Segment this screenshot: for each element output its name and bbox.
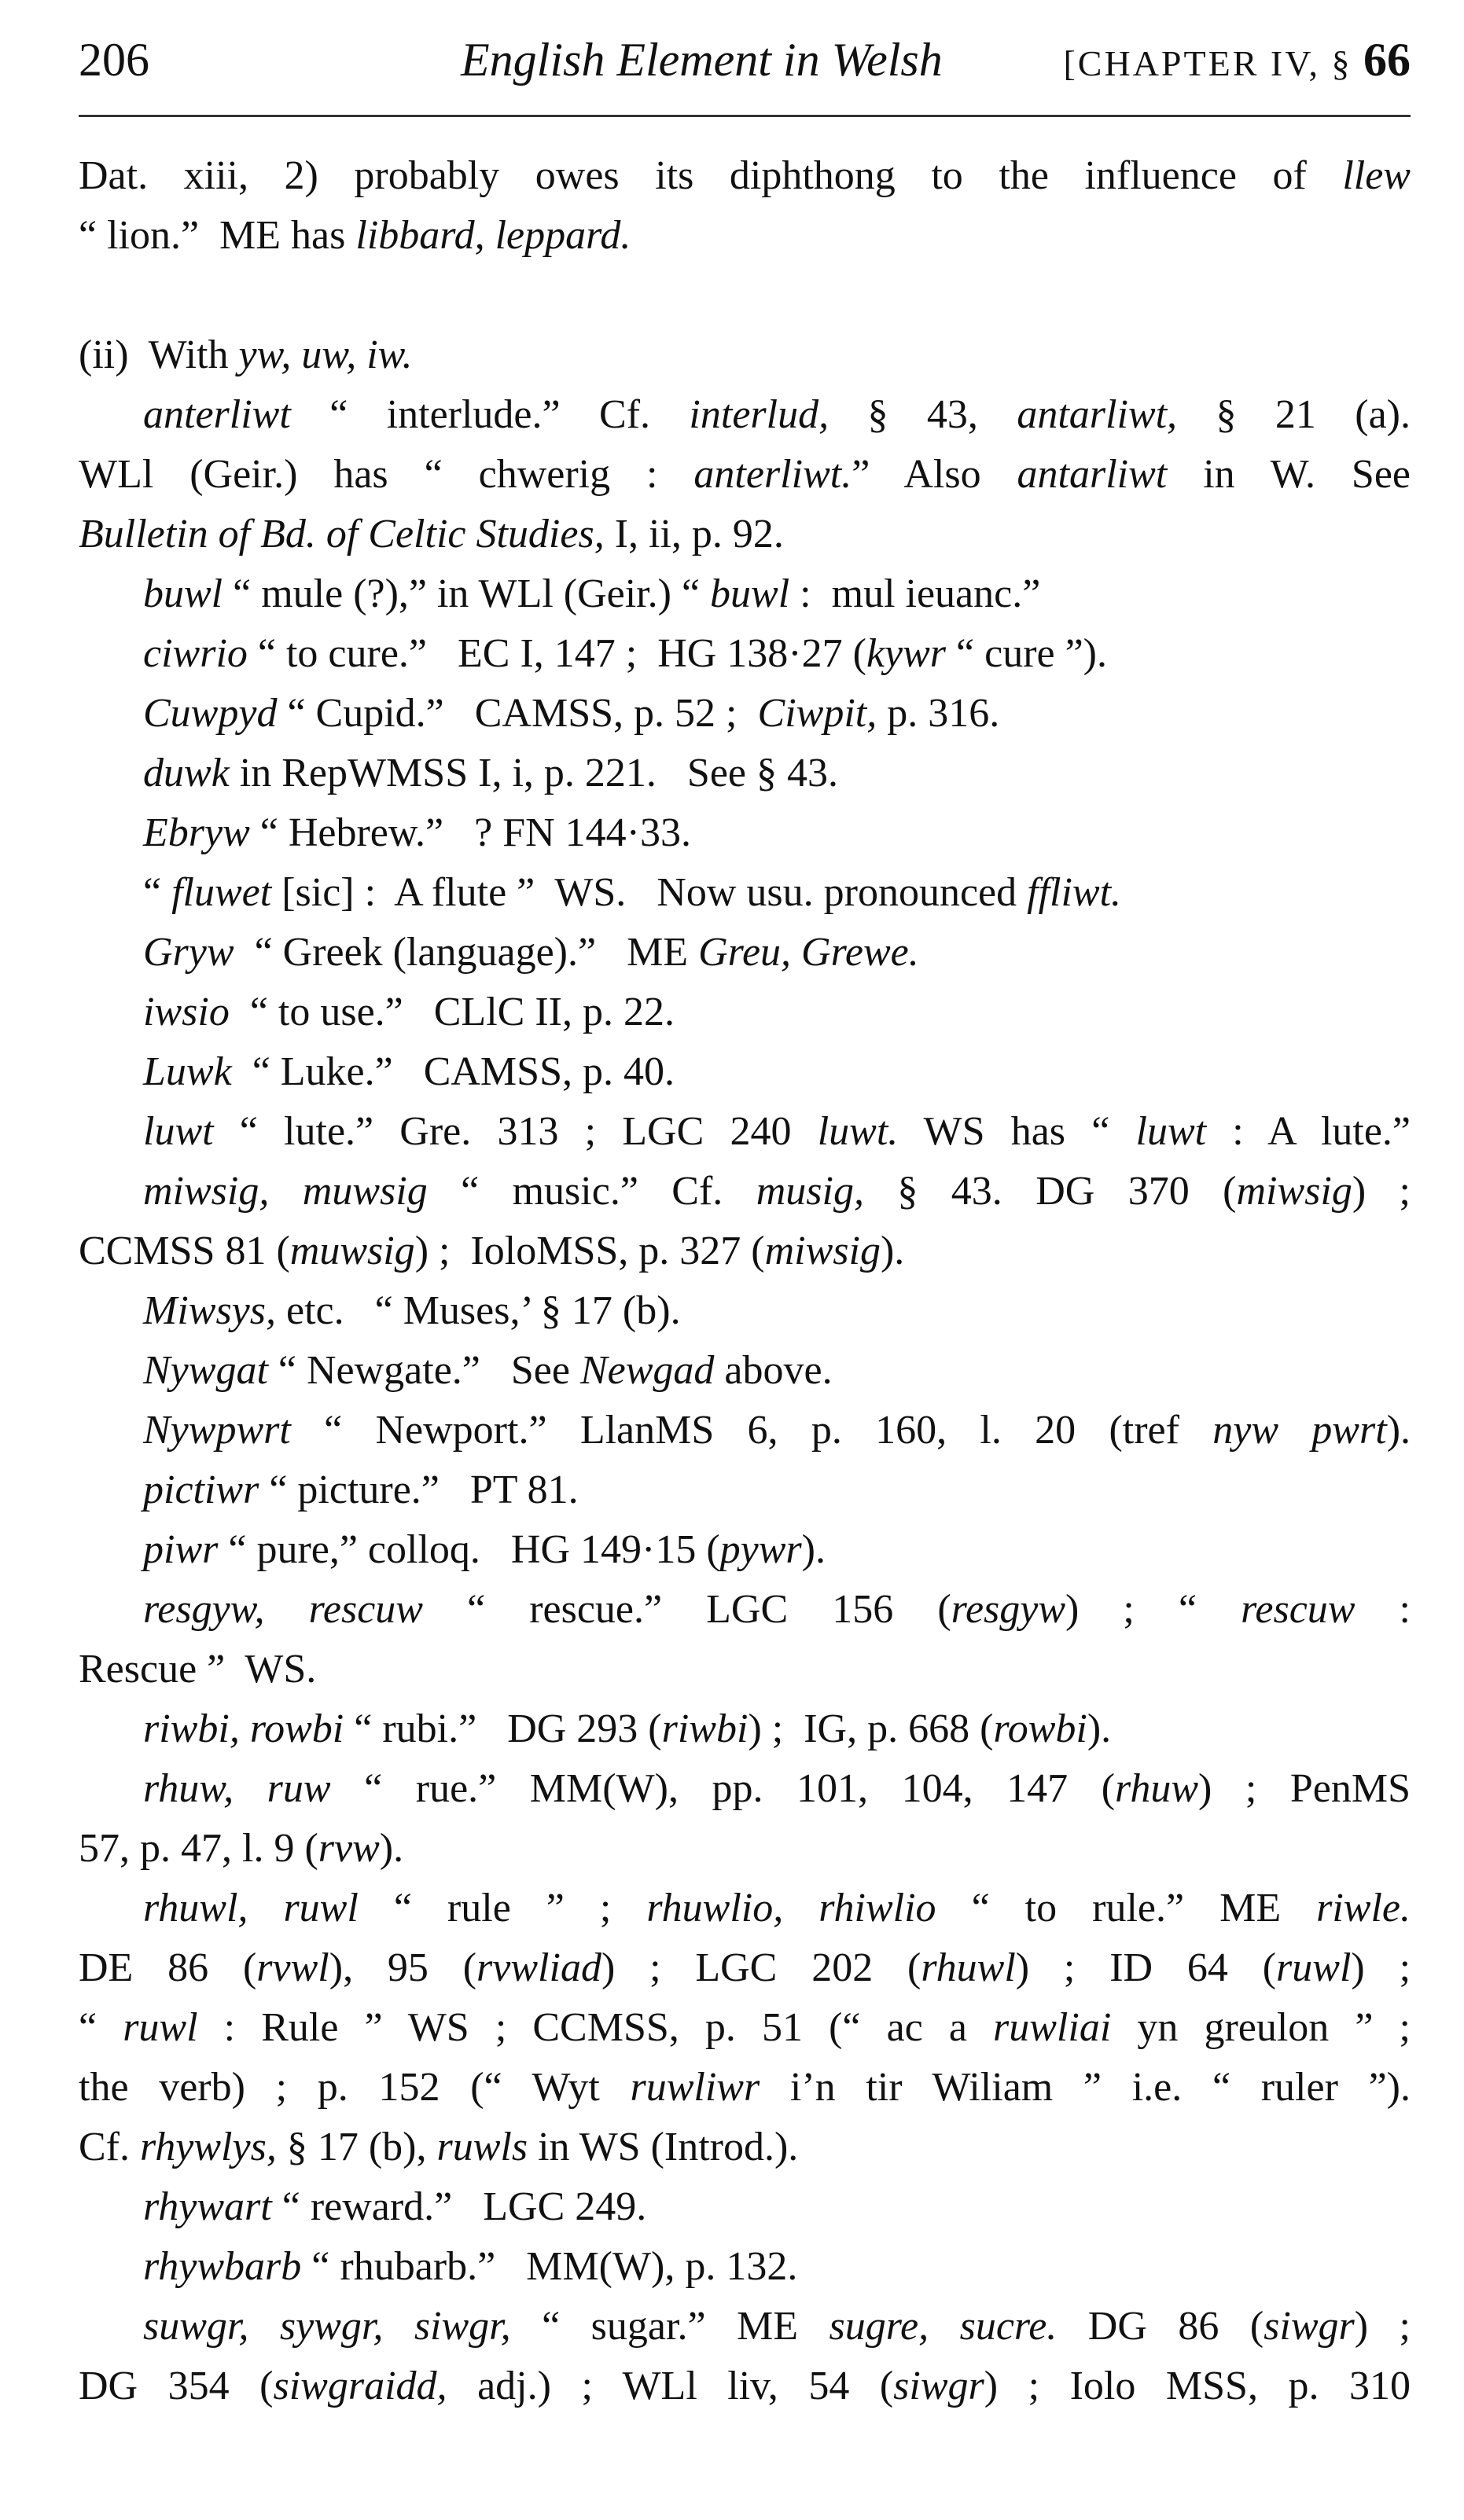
text-segment: “ Luke.” CAMSS, p. 40. xyxy=(231,1049,675,1094)
text-line xyxy=(79,1460,1411,1520)
text-segment: “ mule (?),” in WLl (Geir.) “ xyxy=(223,571,711,616)
italic-term: Gryw xyxy=(143,930,234,975)
text-segment: “ rescue.” LGC 156 ( xyxy=(423,1587,951,1632)
italic-term: riwbi, rowbi xyxy=(143,1706,344,1751)
italic-term: buwl xyxy=(143,571,223,616)
text-segment: “ to use.” CLlC II, p. 22. xyxy=(229,990,675,1034)
text-segment: “ to rule.” ME xyxy=(936,1886,1317,1930)
text-segment: the verb) ; p. 152 (“ Wyt xyxy=(79,2065,631,2110)
italic-term: rvw xyxy=(318,1826,380,1871)
text-segment: ). xyxy=(801,1527,826,1572)
text-segment: ). xyxy=(880,1229,905,1273)
text-segment: [sic] : A flute ” WS. Now usu. pronounced xyxy=(271,870,1028,915)
italic-term: Ebryw xyxy=(143,810,250,855)
section-number: 66 xyxy=(1363,34,1411,86)
text-segment: “ interlude.” Cf. xyxy=(290,392,690,437)
italic-term: antarliwt xyxy=(1017,452,1168,497)
text-segment: ). xyxy=(379,1826,404,1871)
italic-term: pictiwr xyxy=(143,1468,259,1512)
text-segment: 57, p. 47, l. 9 ( xyxy=(79,1826,318,1871)
text-line xyxy=(79,1998,1411,2058)
text-line xyxy=(79,1699,1411,1759)
italic-term: libbard, leppard. xyxy=(355,213,631,258)
italic-term: nyw pwrt xyxy=(1212,1408,1387,1453)
text-segment: “ Newport.” LlanMS 6, p. 160, l. 20 (tref xyxy=(290,1408,1213,1453)
text-segment: “ music.” Cf. xyxy=(427,1169,756,1214)
italic-term: llew xyxy=(1342,153,1411,198)
italic-term: rhuwl, ruwl xyxy=(143,1886,359,1930)
text-line xyxy=(79,325,1411,385)
text-segment: ). xyxy=(1386,1408,1411,1453)
italic-term: Bulletin of Bd. of Celtic Studies, xyxy=(79,512,605,557)
text-segment: (ii) With xyxy=(79,332,239,377)
text-segment: ) ; ID 64 ( xyxy=(1015,1945,1277,1990)
text-segment: ) ; “ xyxy=(1065,1587,1241,1632)
text-segment: in W. See xyxy=(1167,452,1411,497)
italic-term: resgyw xyxy=(951,1587,1066,1632)
text-segment: CCMSS 81 ( xyxy=(79,1229,290,1273)
text-segment: “ Newgate.” See xyxy=(267,1348,580,1393)
text-segment: “ Hebrew.” ? FN 144·33. xyxy=(249,810,691,855)
chapter-reference xyxy=(1063,30,1411,94)
italic-term: rowbi xyxy=(993,1706,1087,1751)
italic-term: Cuwpyd xyxy=(143,691,278,736)
text-line xyxy=(79,1938,1411,1998)
text-segment: “ to cure.” EC I, 147 ; HG 138·27 ( xyxy=(247,631,866,676)
italic-term: siwgr xyxy=(1264,2304,1355,2349)
italic-term: iwsio xyxy=(143,990,230,1034)
text-line xyxy=(79,923,1411,983)
text-segment: in RepWMSS I, i, p. 221. See § 43. xyxy=(229,751,838,795)
text-segment: “ picture.” PT 81. xyxy=(259,1468,579,1512)
page-number: 206 xyxy=(79,34,149,86)
text-segment: DE 86 ( xyxy=(79,1945,257,1990)
text-line xyxy=(79,1281,1411,1341)
text-segment: ) ; xyxy=(1351,1945,1411,1990)
italic-term: miwsig, muwsig xyxy=(143,1169,428,1214)
text-segment: DG 86 ( xyxy=(1057,2304,1264,2349)
text-line xyxy=(79,1580,1411,1640)
text-line xyxy=(79,445,1411,505)
text-segment: WS has “ xyxy=(898,1109,1136,1154)
italic-term: Nywpwrt xyxy=(143,1408,291,1453)
italic-term: fluwet xyxy=(171,870,272,915)
text-segment: adj.) ; WLl liv, 54 ( xyxy=(447,2364,894,2408)
text-line xyxy=(79,2357,1411,2416)
italic-term: Ciwpit, xyxy=(757,691,877,736)
chapter-prefix: [CHAPTER IV, § xyxy=(1063,43,1363,83)
italic-term: muwsig xyxy=(289,1229,415,1273)
text-segment: ) ; Iolo MSS, p. 310 xyxy=(984,2364,1411,2408)
text-segment: I, ii, p. 92. xyxy=(604,512,784,557)
italic-term: ruwliai xyxy=(993,2005,1112,2050)
text-segment: ” Also xyxy=(852,452,1017,497)
text-line xyxy=(79,744,1411,803)
italic-term: kywr xyxy=(866,631,947,676)
italic-term: anterliwt. xyxy=(693,452,852,497)
text-line xyxy=(79,1520,1411,1580)
italic-term: ruwls xyxy=(436,2125,528,2169)
italic-term: ruwl xyxy=(1276,1945,1352,1990)
text-segment: § 43, xyxy=(829,392,1017,437)
italic-term: resgyw, rescuw xyxy=(143,1587,423,1632)
text-segment: ), 95 ( xyxy=(329,1945,477,1990)
italic-term: sugre, sucre. xyxy=(829,2304,1058,2349)
text-line xyxy=(79,1759,1411,1819)
text-line xyxy=(79,1221,1411,1281)
text-segment: ) ; PenMS xyxy=(1198,1766,1411,1811)
text-segment: “ reward.” LGC 249. xyxy=(271,2184,647,2229)
text-line xyxy=(79,2297,1411,2357)
italic-term: luwt xyxy=(1135,1109,1207,1154)
italic-term: miwsig xyxy=(1236,1169,1352,1214)
italic-term: luwt. xyxy=(817,1109,899,1154)
text-segment: etc. “ Muses,’ § 17 (b). xyxy=(276,1288,681,1333)
text-segment: ) ; xyxy=(1354,2304,1411,2349)
text-line xyxy=(79,1640,1411,1699)
text-line xyxy=(79,1162,1411,1221)
italic-term: ruwliwr xyxy=(630,2065,760,2110)
italic-term: Luwk xyxy=(143,1049,232,1094)
italic-term: ffliwt. xyxy=(1027,870,1122,915)
text-line xyxy=(79,1401,1411,1460)
text-segment: “ xyxy=(79,2005,123,2050)
italic-term: rhuw, ruw xyxy=(143,1766,331,1811)
text-segment: ) ; xyxy=(1352,1169,1411,1214)
text-line xyxy=(79,1879,1411,1938)
italic-term: rhywlys, xyxy=(140,2125,277,2169)
text-line xyxy=(79,983,1411,1042)
text-segment: “ lute.” Gre. 313 ; LGC 240 xyxy=(213,1109,818,1154)
italic-term: rhuw xyxy=(1115,1766,1198,1811)
text-segment: § 43. DG 370 ( xyxy=(863,1169,1237,1214)
text-segment: i’n tir Wiliam ” i.e. “ ruler ”). xyxy=(760,2065,1411,2110)
text-line xyxy=(79,624,1411,684)
text-line xyxy=(79,1102,1411,1162)
italic-term: buwl xyxy=(710,571,790,616)
text-segment: p. 316. xyxy=(877,691,1000,736)
italic-term: Newgad xyxy=(579,1348,715,1393)
italic-term: ciwrio xyxy=(143,631,248,676)
text-line xyxy=(79,564,1411,624)
header-rule xyxy=(79,115,1411,117)
text-line xyxy=(79,2058,1411,2118)
text-line xyxy=(79,385,1411,445)
italic-term: riwle. xyxy=(1316,1886,1411,1930)
text-segment: “ rhubarb.” MM(W), p. 132. xyxy=(301,2244,798,2289)
italic-term: Nywgat xyxy=(143,1348,268,1393)
text-segment: Dat. xiii, 2) probably owes its diphthong to the influence of xyxy=(79,153,1343,198)
italic-term: yw, uw, iw. xyxy=(238,332,413,377)
text-segment: “ Greek (language).” ME xyxy=(234,930,699,975)
text-line xyxy=(79,146,1411,206)
italic-term: riwbi xyxy=(661,1706,749,1751)
text-line xyxy=(79,1819,1411,1879)
italic-term: siwgr xyxy=(893,2364,984,2408)
text-segment: ). xyxy=(1087,1706,1112,1751)
italic-term: Greu, Grewe. xyxy=(698,930,919,975)
text-segment: “ sugar.” ME xyxy=(510,2304,829,2349)
text-segment: ) ; IoloMSS, p. 327 ( xyxy=(414,1229,765,1273)
text-segment: Cf. xyxy=(79,2125,140,2169)
italic-term: suwgr, sywgr, siwgr, xyxy=(143,2304,511,2349)
text-segment: § 17 (b), xyxy=(276,2125,437,2169)
italic-term: luwt xyxy=(143,1109,214,1154)
italic-term: interlud, xyxy=(689,392,829,437)
italic-term: siwgraidd, xyxy=(273,2364,447,2408)
italic-term: rhywart xyxy=(143,2184,272,2229)
italic-term: duwk xyxy=(143,751,230,795)
text-segment: ) ; IG, p. 668 ( xyxy=(748,1706,994,1751)
text-segment: ) ; LGC 202 ( xyxy=(601,1945,921,1990)
italic-term: rvwl xyxy=(256,1945,329,1990)
text-line xyxy=(79,684,1411,744)
text-line xyxy=(79,863,1411,923)
text-segment: yn greulon ” ; xyxy=(1111,2005,1411,2050)
text-segment: : mul ieuanc.” xyxy=(789,571,1041,616)
italic-term: musig, xyxy=(756,1169,864,1214)
text-segment: “ Cupid.” CAMSS, p. 52 ; xyxy=(277,691,758,736)
running-title: English Element in Welsh xyxy=(461,34,943,86)
text-segment: § 21 (a). xyxy=(1177,392,1411,437)
italic-term: rhuwlio, rhiwlio xyxy=(646,1886,936,1930)
text-segment: “ xyxy=(143,870,172,915)
text-segment: in WS (Introd.). xyxy=(528,2125,799,2169)
text-line xyxy=(79,1042,1411,1102)
italic-term: pywr xyxy=(719,1527,802,1572)
text-segment: : Rule ” WS ; CCMSS, p. 51 (“ ac a xyxy=(197,2005,993,2050)
italic-term: antarliwt, xyxy=(1017,392,1178,437)
text-segment: DG 354 ( xyxy=(79,2364,274,2408)
text-line xyxy=(79,2177,1411,2237)
italic-term: rvwliad xyxy=(476,1945,601,1990)
text-segment: “ rule ” ; xyxy=(358,1886,647,1930)
italic-term: piwr xyxy=(143,1527,219,1572)
text-segment: WLl (Geir.) has “ chwerig : xyxy=(79,452,694,497)
text-segment: Rescue ” WS. xyxy=(79,1647,317,1692)
italic-term: rhuwl xyxy=(921,1945,1016,1990)
text-line xyxy=(79,2118,1411,2177)
text-segment: “ pure,” colloq. HG 149·15 ( xyxy=(218,1527,720,1572)
italic-term: rescuw xyxy=(1241,1587,1355,1632)
italic-term: rhywbarb xyxy=(143,2244,302,2289)
italic-term: anterliwt xyxy=(143,392,291,437)
text-line xyxy=(79,206,1411,266)
text-line xyxy=(79,803,1411,863)
italic-term: miwsig xyxy=(764,1229,881,1273)
text-segment: “ rue.” MM(W), pp. 101, 104, 147 ( xyxy=(330,1766,1116,1811)
text-segment: : A lute.” xyxy=(1206,1109,1411,1154)
body-text xyxy=(79,146,1411,2416)
italic-term: ruwl xyxy=(123,2005,198,2050)
text-segment: : xyxy=(1355,1587,1411,1632)
text-line xyxy=(79,1341,1411,1401)
italic-term: Miwsys, xyxy=(143,1288,276,1333)
text-segment: “ cure ”). xyxy=(946,631,1107,676)
text-segment: above. xyxy=(714,1348,833,1393)
text-line xyxy=(79,505,1411,564)
text-line xyxy=(79,2237,1411,2297)
text-segment: “ rubi.” DG 293 ( xyxy=(344,1706,662,1751)
text-segment: “ lion.” ME has xyxy=(79,213,356,258)
running-header xyxy=(79,30,1411,90)
